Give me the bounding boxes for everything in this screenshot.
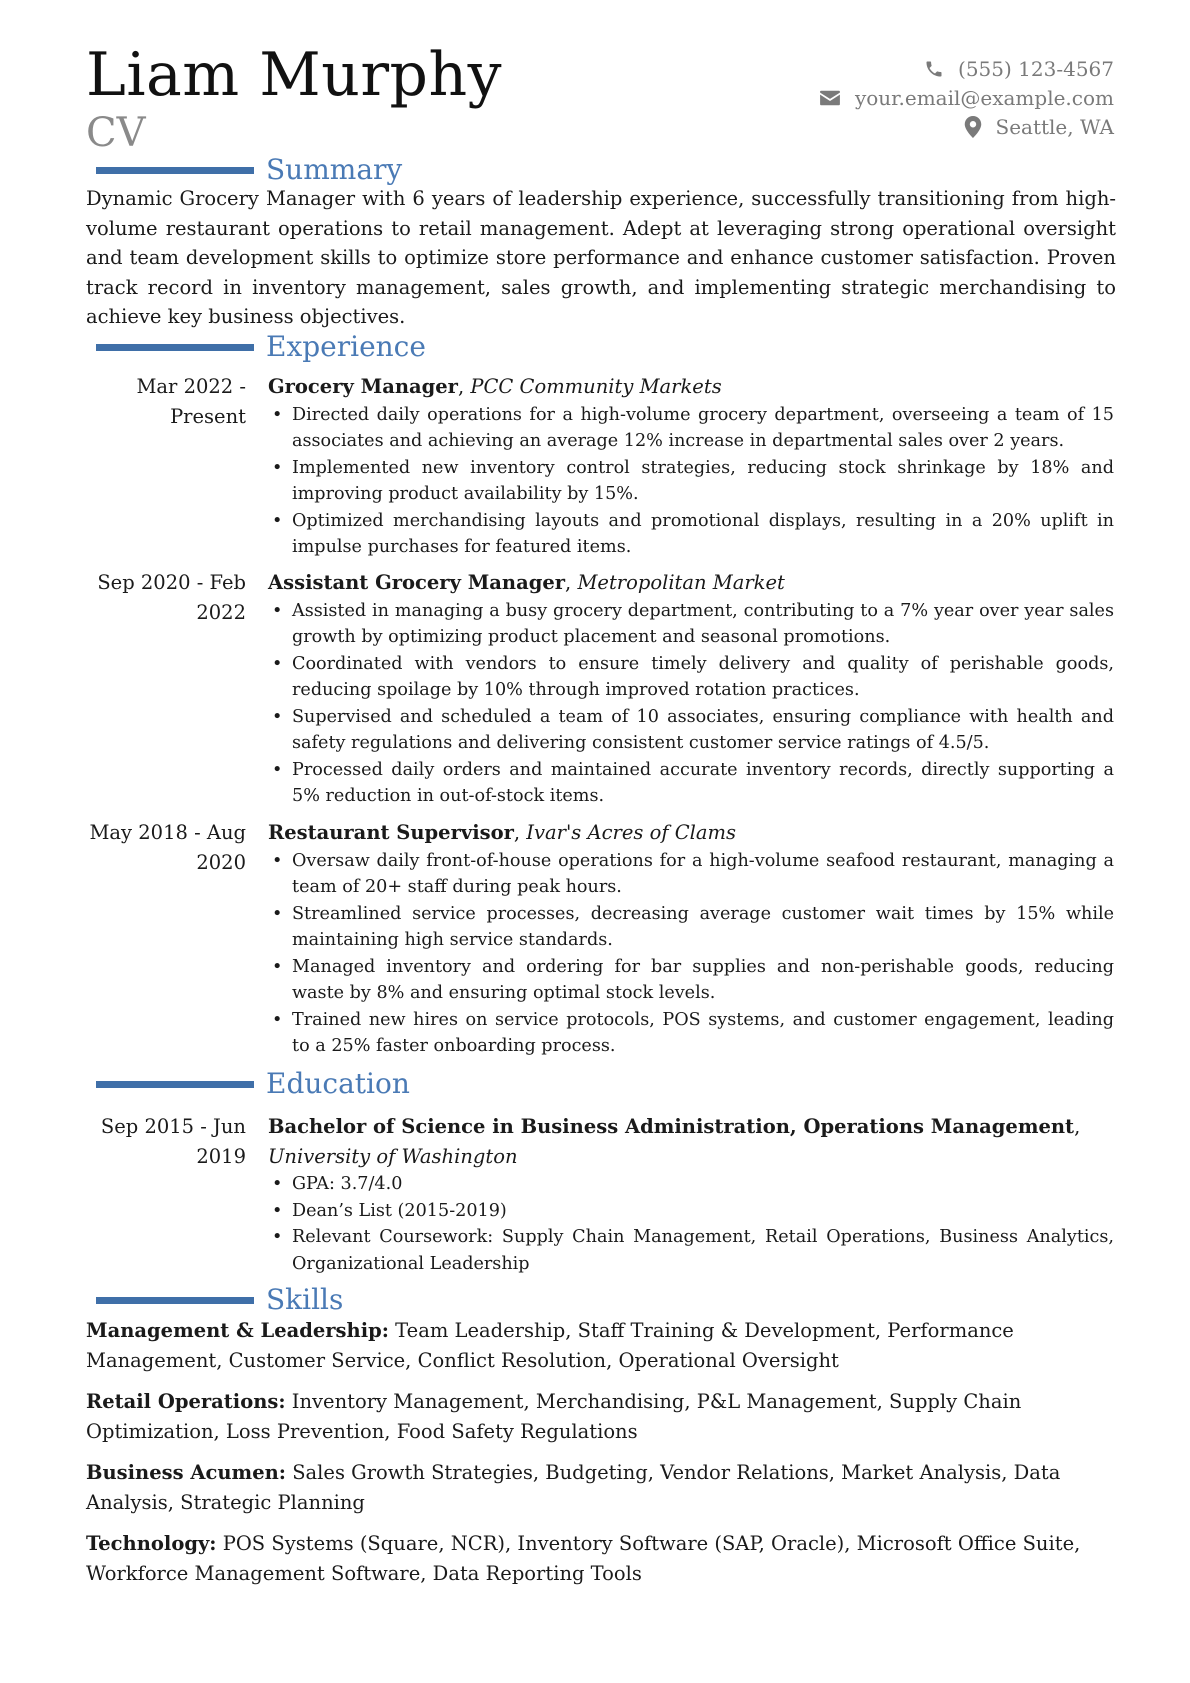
contact-location-row — [819, 112, 1114, 141]
phone-number[interactable]: (555) 123-4567 — [958, 56, 1114, 81]
bullet-item: • Supervised and scheduled a team of 10 associates, ensuring compliance with health and safety regulations and delivering consistent customer service ratings of 4.5/5. — [268, 704, 1114, 757]
summary-text: Dynamic Grocery Manager with 6 years of leadership experience, successfully transitioning from high-volume restaurant operations to retail management. Adept at leveraging strong operational oversight and team development skills to optimize store performance and enhance customer satisfaction. Proven track record in inventory management, sales growth, and implementing strategic merchandising to achieve key business objectives. — [86, 187, 1116, 328]
entry-date: Sep 2020 - Feb 2022 — [97, 571, 246, 624]
entry-body — [268, 372, 1114, 561]
section-accent-bar — [96, 344, 254, 351]
entry-heading: Bachelor of Science in Business Administration, Operations Management, University of Washington — [268, 1115, 1081, 1168]
employer: Metropolitan Market — [577, 571, 785, 594]
job-title: Restaurant Supervisor — [268, 821, 514, 844]
skill-text: Sales Growth Strategies, Budgeting, Vendor Relations, Market Analysis, Data Analysis, Strategic Planning — [86, 1461, 1061, 1514]
entry-date: May 2018 - Aug 2020 — [89, 821, 246, 874]
bullet-item: • Processed daily orders and maintained accurate inventory records, directly supporting a 5% reduction in out-of-stock items. — [268, 757, 1114, 810]
bullet-item: • Trained new hires on service protocols, POS systems, and customer engagement, leading to a 25% faster onboarding process. — [268, 1007, 1114, 1060]
contact-email-row — [819, 83, 1114, 112]
bullet-item: • Directed daily operations for a high-volume grocery department, overseeing a team of 15 associates and achieving an average 12% increase in departmental sales over 2 years. — [268, 402, 1114, 455]
section-title-experience: Experience — [266, 330, 426, 363]
bullet-item: • Oversaw daily front-of-house operations for a high-volume seafood restaurant, managing a team of 20+ staff during peak hours. — [268, 848, 1114, 901]
employer: Ivar's Acres of Clams — [526, 821, 737, 844]
document-type: CV — [86, 110, 146, 156]
skill-group — [86, 1316, 1116, 1375]
bullet-item: • Streamlined service processes, decreasing average customer wait times by 15% while maintaining high service standards. — [268, 901, 1114, 954]
bullet-list — [268, 402, 1114, 561]
section-summary — [96, 153, 1116, 187]
entry-heading: Assistant Grocery Manager, Metropolitan Market — [268, 571, 785, 594]
school: University of Washington — [268, 1144, 518, 1168]
degree: Bachelor of Science in Business Administration, Operations Management — [268, 1115, 1075, 1138]
bullet-item: • Implemented new inventory control strategies, reducing stock shrinkage by 18% and improving product availability by 15%. — [268, 455, 1114, 508]
contact-block — [819, 54, 1114, 141]
contact-phone-row — [819, 54, 1114, 83]
entry-date: Mar 2022 - Present — [136, 375, 246, 428]
section-accent-bar — [96, 1297, 254, 1304]
skill-group — [86, 1458, 1116, 1517]
bullet-item: • Dean’s List (2015-2019) — [268, 1198, 1114, 1225]
bullet-item: • Assisted in managing a busy grocery department, contributing to a 7% year over year sales growth by optimizing product placement and seasonal promotions. — [268, 598, 1114, 651]
bullet-item: • Optimized merchandising layouts and promotional displays, resulting in a 20% uplift in impulse purchases for featured items. — [268, 508, 1114, 561]
skill-text: POS Systems (Square, NCR), Inventory Software (SAP, Oracle), Microsoft Office Suite, Workforce Management Software, Data Reporting Tools — [86, 1532, 1081, 1585]
entry-date: Sep 2015 - Jun 2019 — [100, 1115, 246, 1168]
entry-heading: Grocery Manager, PCC Community Markets — [268, 375, 722, 398]
skill-group — [86, 1529, 1116, 1588]
skill-group — [86, 1387, 1116, 1446]
section-education — [96, 1067, 1116, 1101]
entry-body — [268, 568, 1114, 810]
bullet-list — [268, 1171, 1114, 1277]
location: Seattle, WA — [995, 114, 1114, 139]
section-title-skills: Skills — [266, 1283, 344, 1316]
bullet-item: • Coordinated with vendors to ensure timely delivery and quality of perishable goods, reducing spoilage by 10% through improved rotation practices. — [268, 651, 1114, 704]
entry-heading: Restaurant Supervisor, Ivar's Acres of Clams — [268, 821, 737, 844]
skill-label: Retail Operations: — [86, 1390, 286, 1413]
envelope-icon — [819, 89, 841, 107]
section-title-summary: Summary — [266, 153, 403, 186]
section-accent-bar — [96, 1081, 254, 1088]
bullet-item: • Managed inventory and ordering for bar supplies and non-perishable goods, reducing waste by 8% and ensuring optimal stock levels. — [268, 954, 1114, 1007]
job-title: Grocery Manager — [268, 375, 458, 398]
section-accent-bar — [96, 167, 254, 174]
section-skills — [96, 1283, 1116, 1317]
skill-text: Inventory Management, Merchandising, P&L Management, Supply Chain Optimization, Loss Prevention, Food Safety Regulations — [86, 1390, 1022, 1443]
bullet-list — [268, 848, 1114, 1060]
skill-label: Technology: — [86, 1532, 217, 1555]
section-title-education: Education — [266, 1067, 410, 1100]
bullet-item: • Relevant Coursework: Supply Chain Management, Retail Operations, Business Analytics, Organizational Leadership — [268, 1224, 1114, 1277]
map-pin-icon — [964, 116, 982, 138]
bullet-list — [268, 598, 1114, 810]
candidate-name: Liam Murphy — [86, 40, 502, 110]
skill-label: Business Acumen: — [86, 1461, 286, 1484]
entry-body — [268, 818, 1114, 1060]
job-title: Assistant Grocery Manager — [268, 571, 566, 594]
phone-icon — [924, 59, 944, 79]
bullet-item: • GPA: 3.7/4.0 — [268, 1171, 1114, 1198]
employer: PCC Community Markets — [470, 375, 722, 398]
skill-label: Management & Leadership: — [86, 1319, 389, 1342]
skill-text: Team Leadership, Staff Training & Development, Performance Management, Customer Service, Conflict Resolution, Operational Oversight — [86, 1319, 1014, 1372]
section-experience — [96, 330, 1116, 364]
email-address[interactable]: your.email@example.com — [854, 85, 1114, 110]
entry-body — [268, 1112, 1114, 1277]
